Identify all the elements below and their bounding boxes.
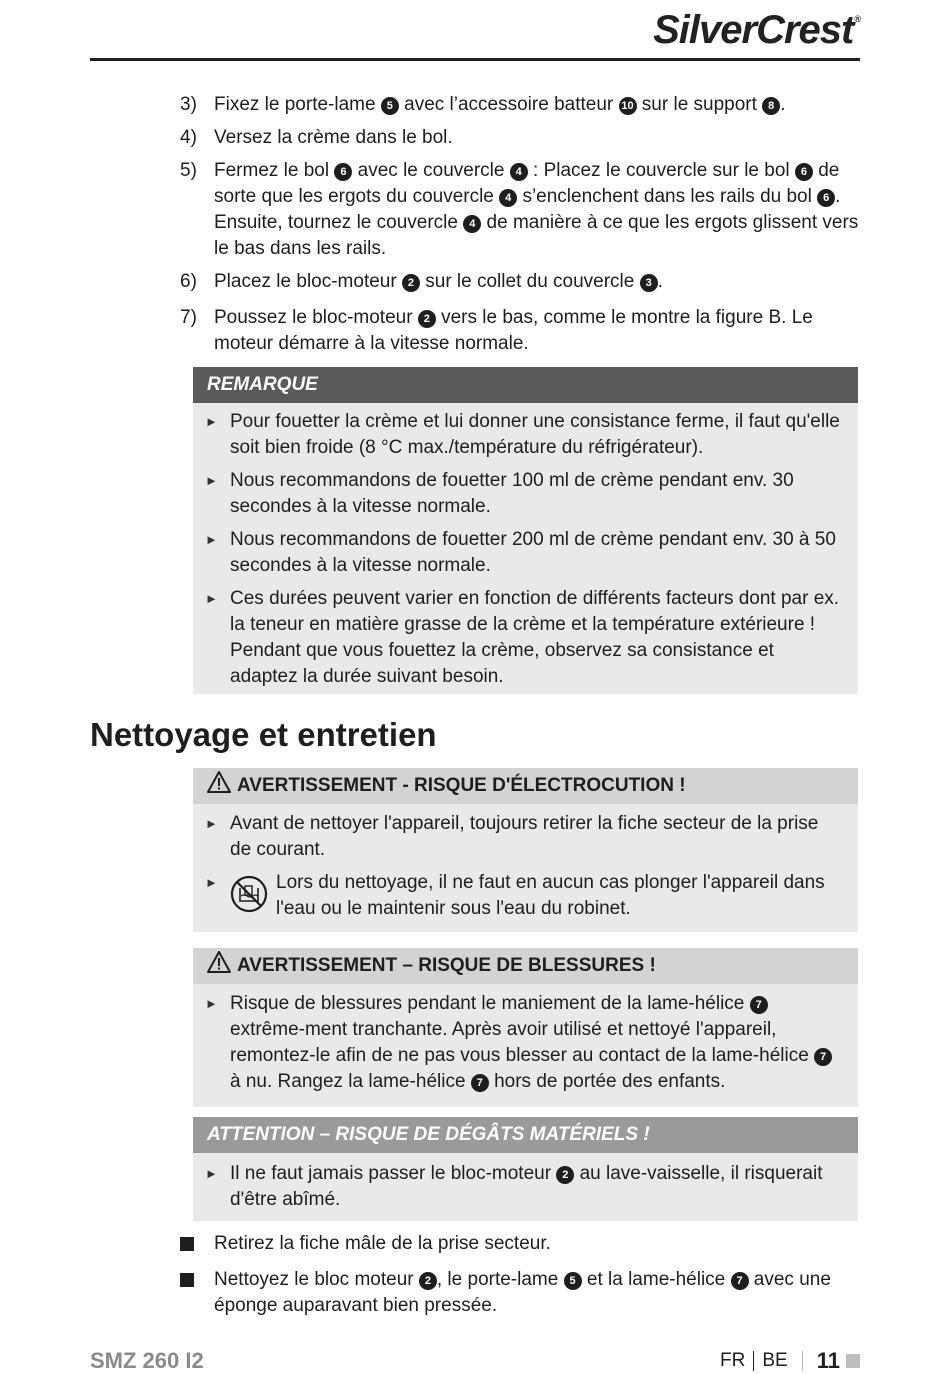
callout-number-badge: 6 [817, 189, 835, 207]
warning-item: ► Lors du nettoyage, il ne faut en aucun cas plonger l'appareil dans l'eau ou le maintenir sous l'eau du robinet. [205, 872, 825, 919]
model-number: SMZ 260 I2 [90, 1348, 204, 1373]
callout-number-badge: 7 [750, 996, 768, 1014]
step-4: 4) Versez la crème dans le bol. [180, 127, 453, 148]
square-bullet-icon [180, 1237, 194, 1251]
arrow-icon: ► [205, 816, 218, 831]
page-marker-icon [846, 1354, 860, 1368]
final-list-item: Nettoyez le bloc moteur 2 , le porte-lame 5 et la lame-hélice 7 avec une éponge auparavant bien pressée. [180, 1267, 860, 1319]
callout-number-badge: 5 [381, 97, 399, 115]
section-title: Nettoyage et entretien [90, 716, 437, 753]
arrow-icon: ► [205, 591, 218, 606]
arrow-icon: ► [205, 996, 218, 1011]
final-list-item: Retirez la fiche mâle de la prise secteur. [180, 1231, 860, 1259]
callout-number-badge: 6 [795, 163, 813, 181]
step-7: 7) Poussez le bloc-moteur 2 vers le bas, comme le montre la figure B. Le moteur démarre à la vitesse normale. [180, 307, 813, 354]
no-water-immersion-icon [229, 874, 269, 914]
arrow-icon: ► [205, 532, 218, 547]
callout-number-badge: 5 [564, 1272, 582, 1290]
callout-number-badge: 2 [402, 274, 420, 292]
remarque-item: ► Ces durées peuvent varier en fonction de différents facteurs dont par ex. la teneur en matière grasse de la crème et la température extérieure ! Pendant que vous fouettez la crème, observez sa consistance et adaptez la durée suivant besoin. [205, 588, 840, 687]
callout-number-badge: 3 [640, 274, 658, 292]
remarque-item: ► Pour fouetter la crème et lui donner une consistance ferme, il faut qu'elle soit bien froide (8 °C max./température du réfrigérateur). [205, 411, 840, 458]
attention-box [193, 1117, 858, 1221]
step-6: 6) Placez le bloc-moteur 2 sur le collet du couvercle 3 . [180, 271, 663, 292]
remarque-box [193, 367, 858, 694]
header-rule [90, 58, 860, 61]
arrow-icon: ► [205, 473, 218, 488]
attention-title: ATTENTION – RISQUE DE DÉGÂTS MATÉRIELS ! [193, 1117, 858, 1153]
callout-number-badge: 2 [556, 1166, 574, 1184]
callout-number-badge: 2 [418, 310, 436, 328]
callout-number-badge: 7 [731, 1272, 749, 1290]
arrow-icon: ► [205, 414, 218, 429]
callout-number-badge: 4 [499, 189, 517, 207]
page-number: 11 [816, 1348, 840, 1373]
callout-number-badge: 10 [619, 97, 637, 115]
language-fr: FR [720, 1350, 746, 1371]
callout-number-badge: 8 [762, 97, 780, 115]
warning-triangle-icon [207, 771, 231, 793]
warning-triangle-icon [207, 951, 231, 973]
callout-number-badge: 7 [814, 1048, 832, 1066]
step-5: 5) Fermez le bol 6 avec le couvercle 4 : Placez le couvercle sur le bol 6 de sorte que les ergots du couvercle 4 s’enclenchent dans les rails du bol 6 . Ensuite, tournez le couvercle 4 de manière à ce que les ergots glissent vers le bas dans les rails. [180, 160, 859, 259]
warning-electrocution-title: AVERTISSEMENT - RISQUE D'ÉLECTROCUTION ! [193, 768, 858, 804]
arrow-icon: ► [205, 1166, 218, 1181]
attention-item: ► Il ne faut jamais passer le bloc-moteur 2 au lave-vaisselle, il risquerait d'être abîmé. [205, 1163, 823, 1210]
warning-item: ► Risque de blessures pendant le maniement de la lame-hélice 7 extrême-ment tranchante. Après avoir utilisé et nettoyé l'appareil, remontez-le afin de ne pas vous blesser au contact de la lame-hélice 7 à nu. Rangez la lame-hélice 7 hors de portée des enfants. [193, 991, 858, 1095]
callout-number-badge: 7 [471, 1074, 489, 1092]
remarque-title: REMARQUE [193, 367, 858, 403]
warning-injury-title: AVERTISSEMENT – RISQUE DE BLESSURES ! [193, 948, 858, 984]
square-bullet-icon [180, 1273, 194, 1287]
warning-electrocution-box [193, 768, 858, 932]
footer-page-info [720, 1348, 860, 1374]
callout-number-badge: 6 [334, 163, 352, 181]
callout-number-badge: 2 [419, 1272, 437, 1290]
brand-logo: SilverCrest® [653, 8, 860, 52]
warning-injury-box [193, 948, 858, 1107]
step-3: 3) Fixez le porte-lame 5 avec l’accessoire batteur 10 sur le support 8 . [180, 94, 786, 115]
warning-item: ► Avant de nettoyer l'appareil, toujours retirer la fiche secteur de la prise de courant. [205, 813, 819, 860]
language-be: BE [762, 1350, 788, 1371]
arrow-icon: ► [205, 875, 218, 890]
remarque-item: ► Nous recommandons de fouetter 200 ml de crème pendant env. 30 à 50 secondes à la vitesse normale. [205, 529, 836, 576]
callout-number-badge: 4 [463, 215, 481, 233]
callout-number-badge: 4 [510, 163, 528, 181]
remarque-item: ► Nous recommandons de fouetter 100 ml de crème pendant env. 30 secondes à la vitesse normale. [205, 470, 794, 517]
